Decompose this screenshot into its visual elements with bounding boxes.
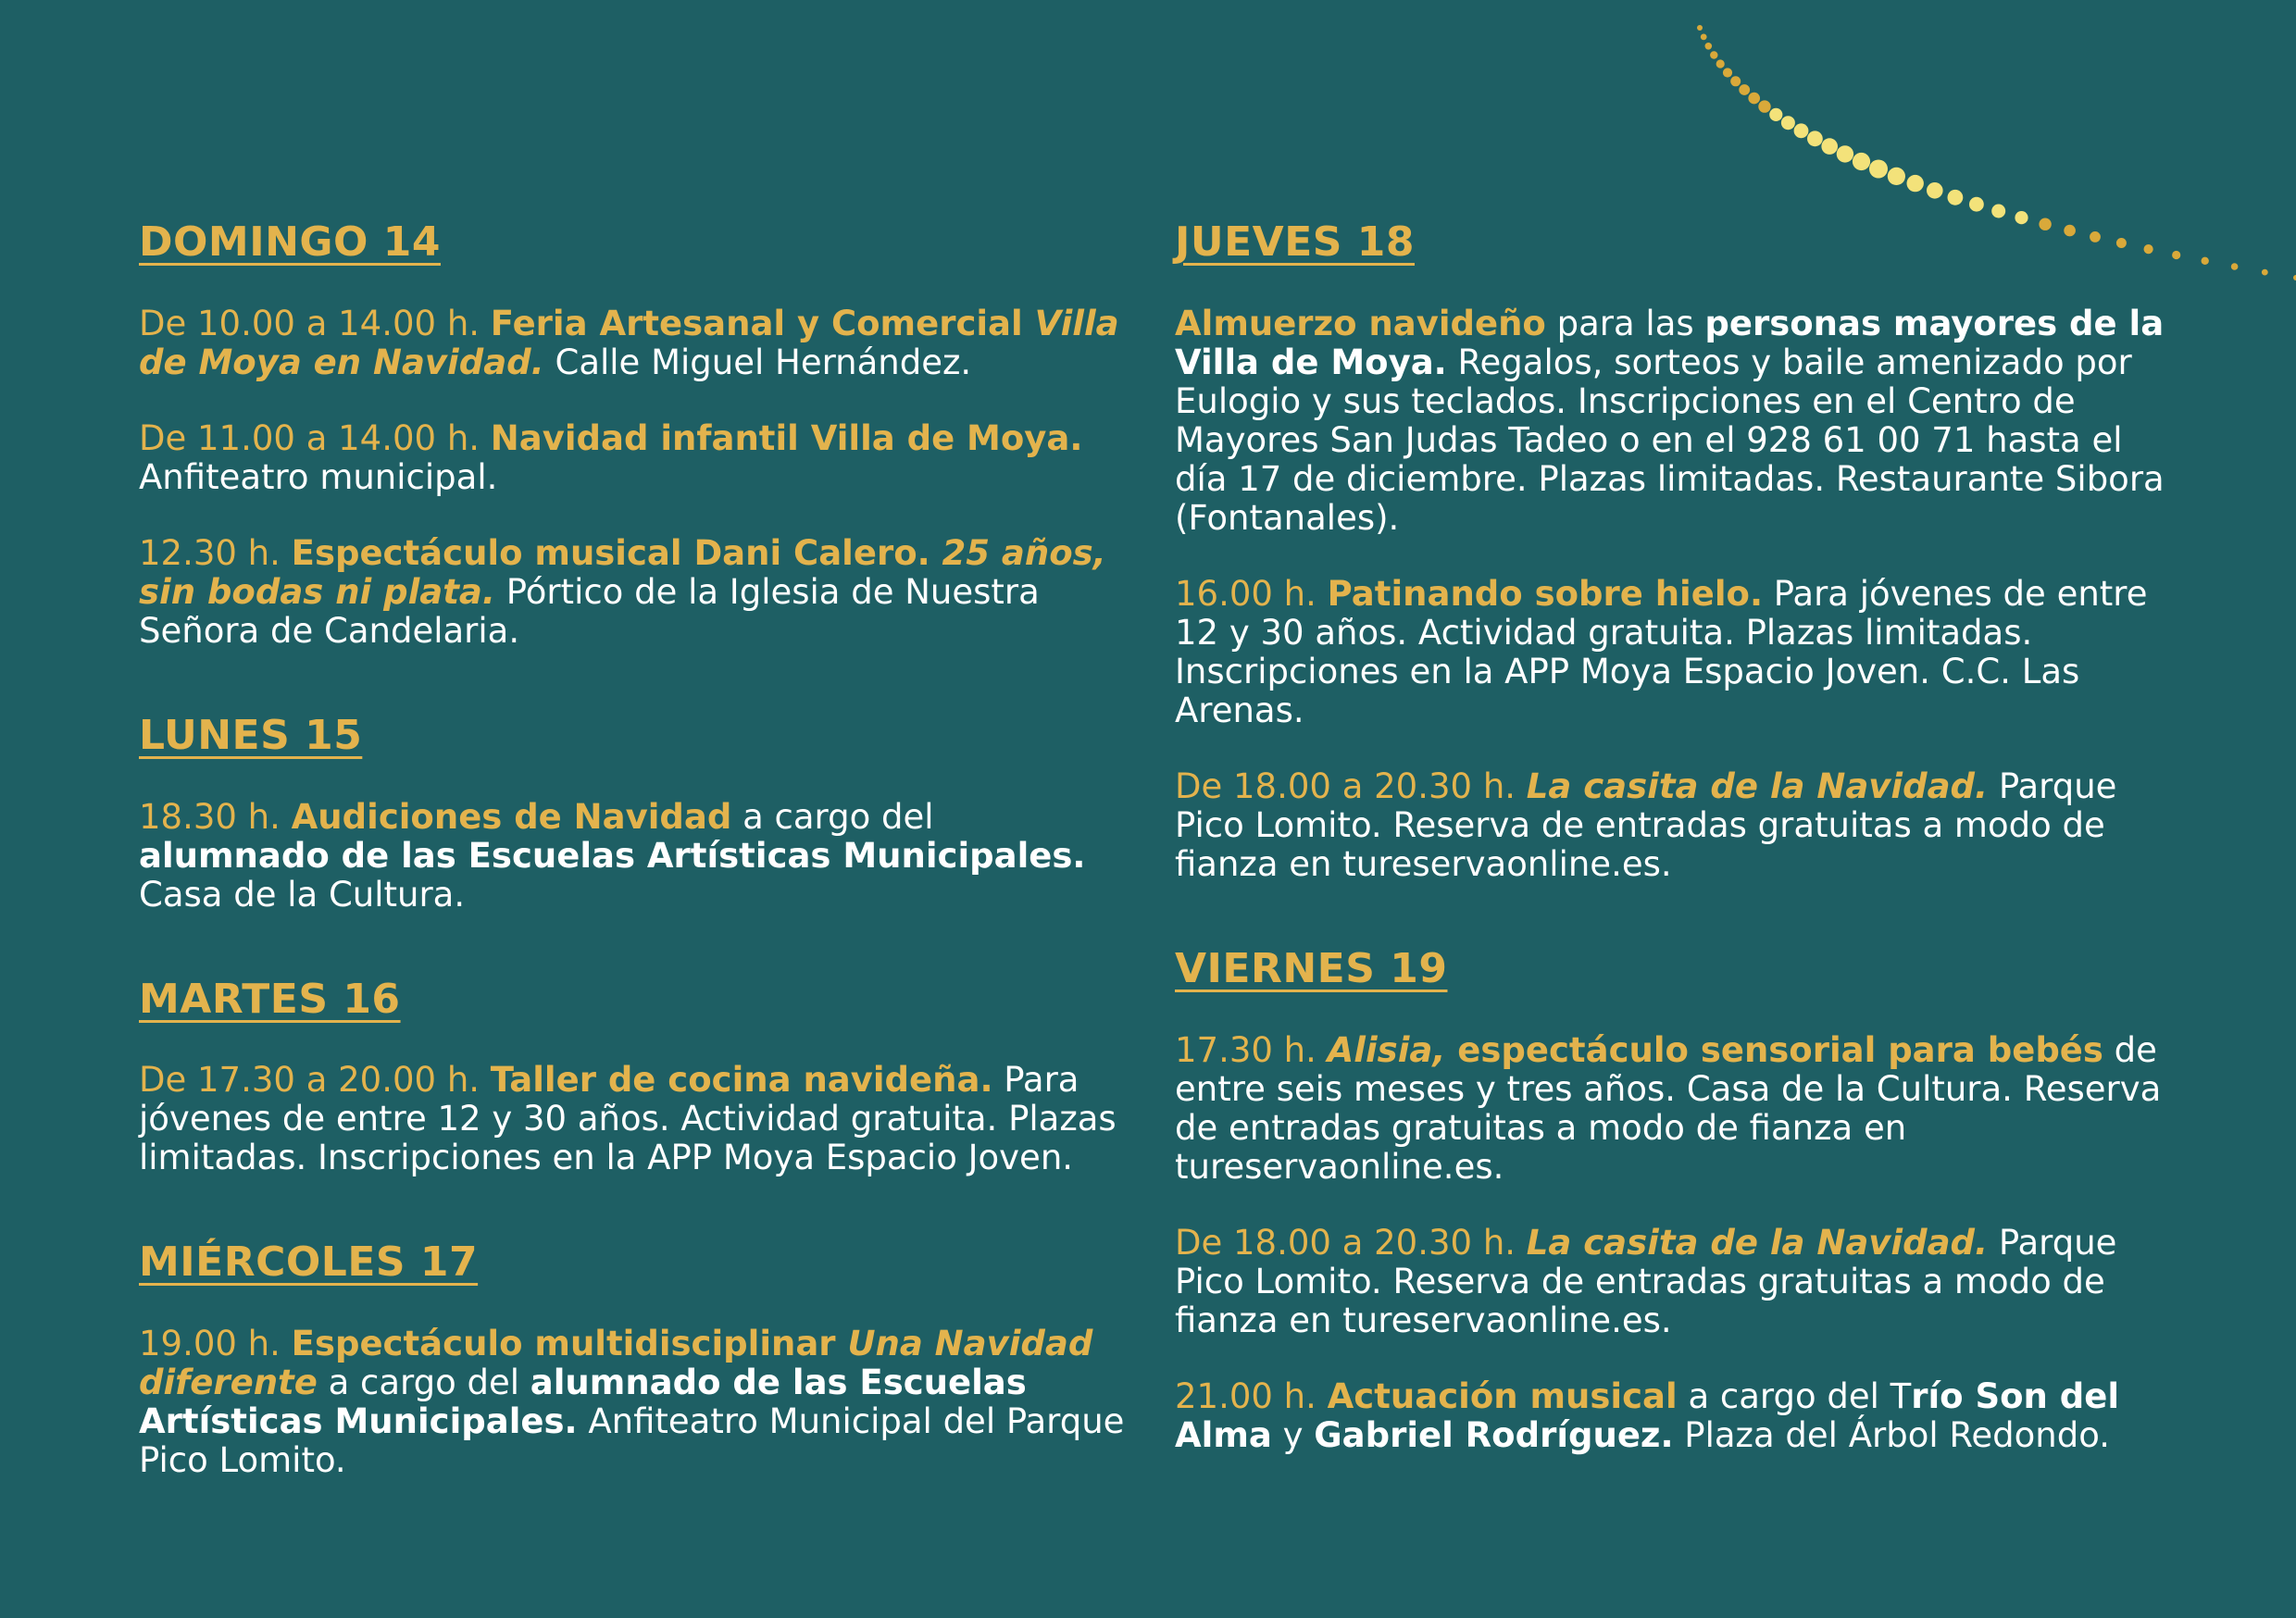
event-title-italic: 25 años, sin bodas ni plata. xyxy=(139,532,1106,612)
event-title: Navidad infantil Villa de Moya. xyxy=(490,417,1083,458)
event-description: Regalos, sorteos y baile amenizado por Eulogio y sus teclados. Inscripciones en el Centro de Mayores San Judas Tadeo o en el 928 61 00 71 hasta el día 17 de diciembre. Plazas limitadas. Restaurante Sibora (Fontanales). xyxy=(1175,342,2165,538)
event-time: De 11.00 a 14.00 h. xyxy=(139,417,491,458)
event-connector: para las xyxy=(1545,303,1705,343)
decorative-dot xyxy=(1907,175,1924,192)
day-heading-miercoles: MIÉRCOLES 17 xyxy=(139,1238,479,1287)
event-performer: alumnado de las Escuelas Artísticas Municipales. xyxy=(139,1363,1027,1442)
event-description: Plaza del Árbol Redondo. xyxy=(1673,1414,2110,1455)
event-description: Anfiteatro Municipal del Parque Pico Lomito. xyxy=(139,1401,1125,1481)
event-description: Parque Pico Lomito. Reserva de entradas gratuitas a modo de fianza en tureservaonline.es. xyxy=(1175,1222,2117,1340)
event-title: Espectáculo musical Dani Calero. xyxy=(291,532,942,573)
event-title: Feria Artesanal y Comercial xyxy=(490,303,1035,343)
event-description: Pórtico de la Iglesia de Nuestra Señora de Candelaria. xyxy=(139,571,1040,651)
decorative-dot xyxy=(1730,76,1741,86)
event-time: 18.30 h. xyxy=(139,796,292,837)
day-heading-domingo: DOMINGO 14 xyxy=(139,218,441,266)
event-time: 19.00 h. xyxy=(139,1324,292,1364)
event-actuacion-musical xyxy=(1175,1377,2184,1455)
event-performer: río Son del Alma xyxy=(1175,1375,2120,1455)
event-description: de entre seis meses y tres años. Casa de la Cultura. Reserva de entradas gratuitas a modo de fianza en tureservaonline.es. xyxy=(1175,1029,2162,1187)
event-navidad-infantil xyxy=(139,419,1129,497)
decorative-dot xyxy=(1869,160,1888,179)
decorative-dot xyxy=(1794,123,1809,138)
event-casita-navidad xyxy=(1175,1224,2184,1340)
decorative-dot xyxy=(1991,205,2005,218)
day-heading-jueves: JUEVES 18 xyxy=(1175,218,1416,266)
decorative-dot xyxy=(1807,131,1823,146)
decorative-dot xyxy=(1969,197,1984,212)
left-column xyxy=(139,218,1129,1480)
event-multidisciplinar xyxy=(139,1325,1129,1480)
decorative-dot xyxy=(1697,25,1703,31)
event-alisia xyxy=(1175,1031,2184,1187)
event-title-italic: Una Navidad diferente xyxy=(139,1324,1093,1403)
decorative-dot xyxy=(1716,59,1725,68)
event-time: De 10.00 a 14.00 h. xyxy=(139,303,491,343)
decorative-dot xyxy=(2231,263,2239,270)
decorative-dot xyxy=(1748,93,1760,105)
event-title: Espectáculo multidisciplinar xyxy=(291,1324,848,1364)
event-performer: Gabriel Rodríguez. xyxy=(1314,1414,1674,1455)
decorative-dot xyxy=(1710,51,1717,58)
event-title: Actuación musical xyxy=(1327,1375,1678,1416)
decorative-dot xyxy=(1853,153,1870,170)
decorative-dot xyxy=(2202,257,2209,265)
decorative-dot xyxy=(1781,116,1795,130)
event-feria-artesanal xyxy=(139,305,1129,382)
decorative-dot xyxy=(1705,43,1713,50)
event-title-italic: Alisia, xyxy=(1327,1029,1446,1070)
decorative-dot xyxy=(1739,84,1750,95)
event-title-italic: La casita de la Navidad. xyxy=(1526,1222,1989,1263)
event-patinando xyxy=(1175,575,2184,730)
event-title: Audiciones de Navidad xyxy=(291,796,732,837)
decorative-dot xyxy=(1723,68,1732,77)
event-audience: personas mayores de la Villa de Moya. xyxy=(1175,303,2165,382)
decorative-dot xyxy=(1948,190,1964,205)
event-title-italic: La casita de la Navidad. xyxy=(1526,765,1989,806)
event-title-italic: Villa de Moya en Navidad. xyxy=(139,303,1119,382)
event-time: 12.30 h. xyxy=(139,532,292,573)
decorative-dot xyxy=(1758,100,1770,112)
event-description: Calle Miguel Hernández. xyxy=(543,342,972,382)
event-casita-navidad xyxy=(1175,767,2184,884)
event-title: Taller de cocina navideña. xyxy=(490,1060,993,1101)
event-time: De 18.00 a 20.30 h. xyxy=(1175,765,1527,806)
event-title: espectáculo sensorial para bebés xyxy=(1445,1029,2103,1070)
event-dani-calero xyxy=(139,534,1129,651)
decorative-dot xyxy=(1701,34,1707,41)
event-almuerzo xyxy=(1175,305,2184,538)
right-column xyxy=(1175,218,2184,1455)
event-description: Para jóvenes de entre 12 y 30 años. Actividad gratuita. Plazas limitadas. Inscripciones en la APP Moya Espacio Joven. xyxy=(139,1060,1117,1178)
event-time: 17.30 h. xyxy=(1175,1029,1328,1070)
day-heading-lunes: LUNES 15 xyxy=(139,711,363,759)
decorative-dot xyxy=(1769,108,1782,121)
decorative-dot xyxy=(1821,138,1838,155)
event-title: Patinando sobre hielo. xyxy=(1327,573,1763,614)
event-description: Parque Pico Lomito. Reserva de entradas gratuitas a modo de fianza en tureservaonline.es. xyxy=(1175,765,2117,884)
event-description: Anfiteatro municipal. xyxy=(139,456,498,497)
event-connector: a cargo del T xyxy=(1677,1375,1912,1416)
event-description: Para jóvenes de entre 12 y 30 años. Actividad gratuita. Plazas limitadas. Inscripciones en la APP Moya Espacio Joven. C.C. Las Arenas. xyxy=(1175,573,2148,730)
decorative-dot xyxy=(1888,168,1905,185)
day-heading-martes: MARTES 16 xyxy=(139,975,401,1023)
event-time: 21.00 h. xyxy=(1175,1375,1328,1416)
event-time: 16.00 h. xyxy=(1175,573,1328,614)
decorative-dot xyxy=(1837,145,1853,162)
event-connector: y xyxy=(1271,1414,1315,1455)
event-audiciones xyxy=(139,798,1129,915)
event-time: De 17.30 a 20.00 h. xyxy=(139,1060,491,1101)
decorative-dot xyxy=(1927,182,1943,199)
event-performer: alumnado de las Escuelas Artísticas Municipales. xyxy=(139,835,1086,876)
event-connector: a cargo del xyxy=(731,796,934,837)
event-time: De 18.00 a 20.30 h. xyxy=(1175,1222,1527,1263)
event-title: Almuerzo navideño xyxy=(1175,303,1546,343)
decorative-dot xyxy=(2262,269,2268,276)
event-description: Casa de la Cultura. xyxy=(139,874,466,915)
day-heading-viernes: VIERNES 19 xyxy=(1175,944,1448,992)
event-taller-cocina xyxy=(139,1061,1129,1177)
event-connector: a cargo del xyxy=(317,1363,530,1403)
